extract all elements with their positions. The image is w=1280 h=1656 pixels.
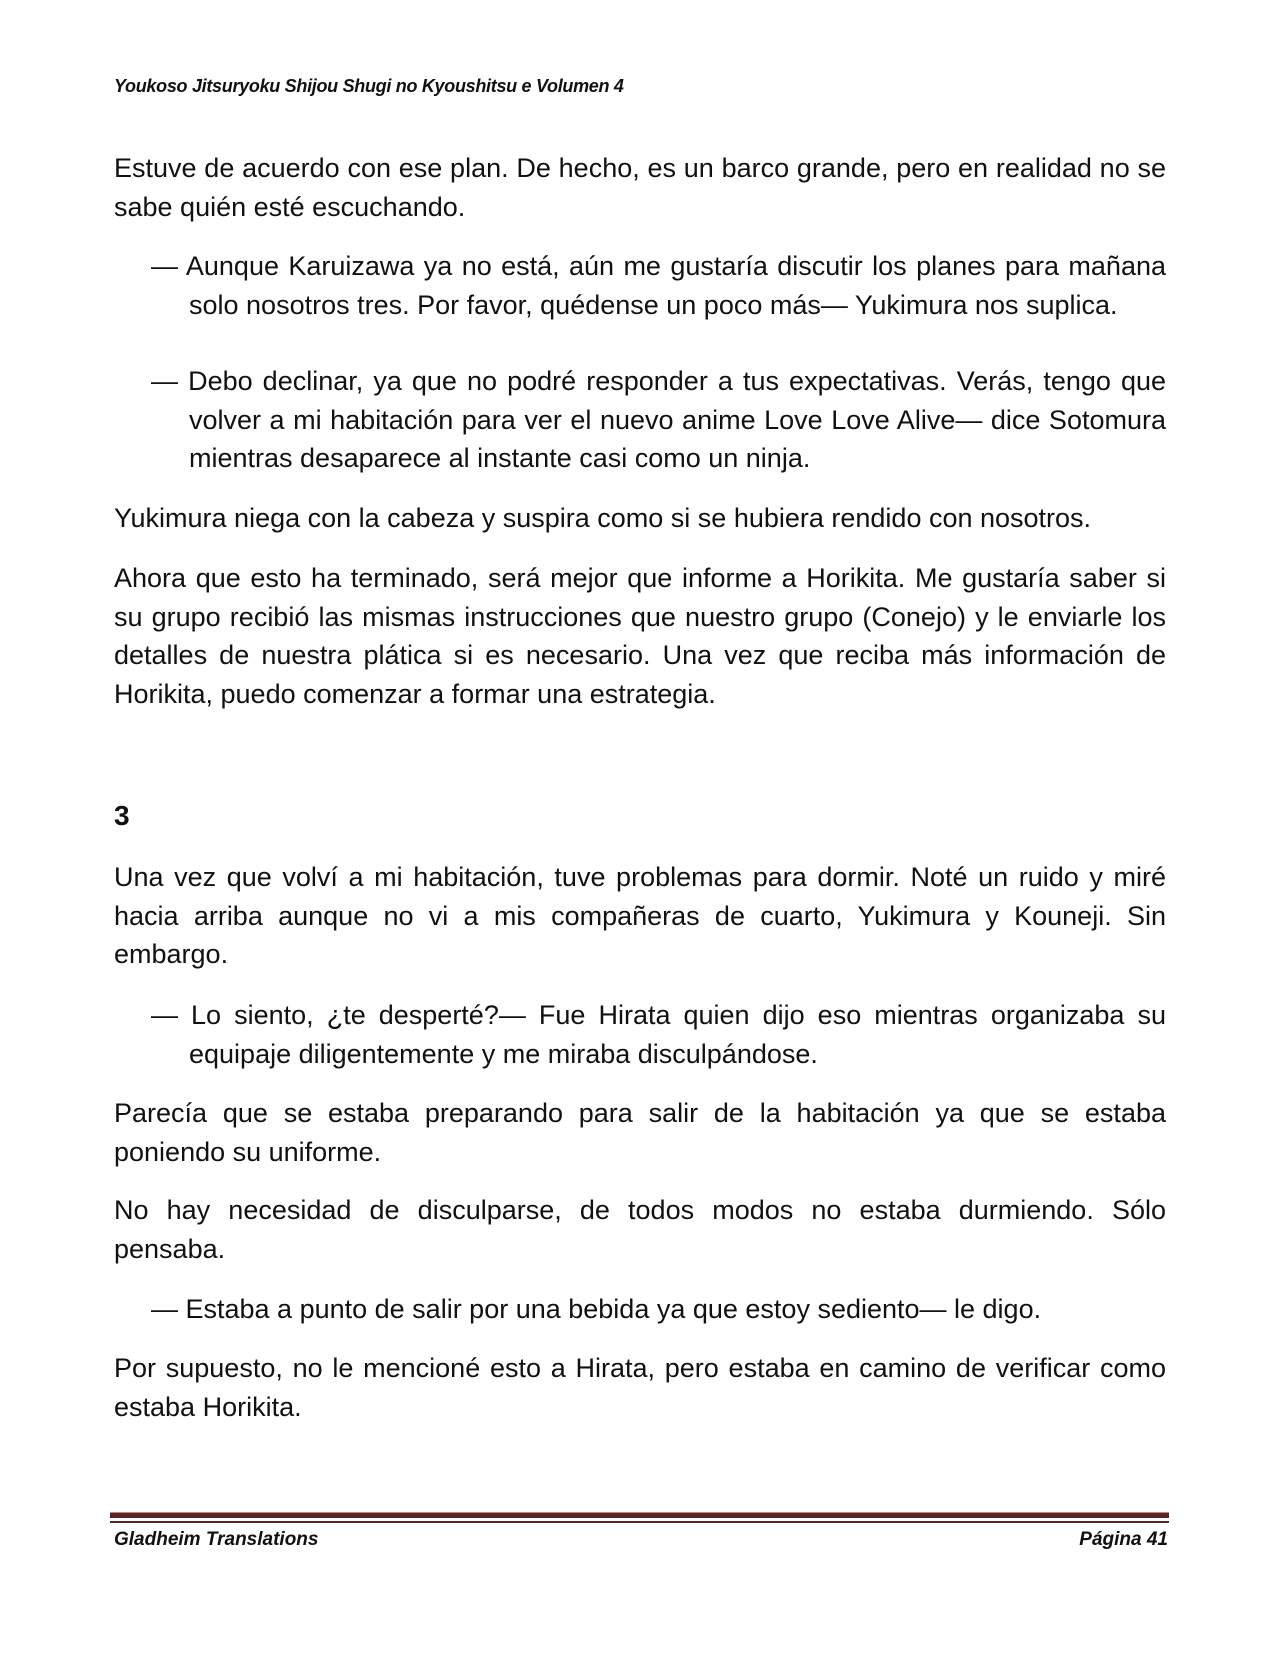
footer-rule-thin — [110, 1521, 1169, 1523]
footer-credit: Gladheim Translations — [114, 1529, 319, 1550]
section-heading: 3 — [114, 800, 130, 831]
dialogue-text: — Lo siento, ¿te desperté?— Fue Hirata quien dijo eso mientras organizaba su equipaje diligentemente y me miraba disculpándose. — [151, 1000, 1166, 1069]
dialogue-line — [151, 996, 1166, 1073]
paragraph: Estuve de acuerdo con ese plan. De hecho, es un barco grande, pero en realidad no se sabe quién esté escuchando. — [114, 153, 1166, 222]
paragraph: Yukimura niega con la cabeza y suspira como si se hubiera rendido con nosotros. — [114, 503, 1092, 533]
dialogue-line — [151, 247, 1166, 324]
running-header: Youkoso Jitsuryoku Shijou Shugi no Kyoushitsu e Volumen 4 — [114, 76, 624, 96]
dialogue-line — [151, 362, 1166, 478]
dialogue-line — [151, 1290, 1166, 1329]
paragraph: Parecía que se estaba preparando para salir de la habitación ya que se estaba poniendo su uniforme. — [114, 1098, 1166, 1167]
paragraph: Por supuesto, no le mencioné esto a Hirata, pero estaba en camino de verificar como estaba Horikita. — [114, 1353, 1166, 1422]
page-number: Página 41 — [1079, 1529, 1168, 1550]
paragraph: Una vez que volví a mi habitación, tuve problemas para dormir. Noté un ruido y miré hacia arriba aunque no vi a mis compañeras de cuarto, Yukimura y Kouneji. Sin embargo. — [114, 862, 1166, 970]
dialogue-text: — Debo declinar, ya que no podré responder a tus expectativas. Verás, tengo que volver a mi habitación para ver el nuevo anime Love Love Alive— dice Sotomura mientras desaparece al instante casi como un ninja. — [151, 366, 1166, 474]
paragraph: Ahora que esto ha terminado, será mejor que informe a Horikita. Me gustaría saber si su grupo recibió las mismas instrucciones que nuestro grupo (Conejo) y le enviarle los detalles de nuestra plática si es necesario. Una vez que reciba más información de Horikita, puedo comenzar a formar una estrategia. — [114, 563, 1166, 710]
dialogue-text: — Estaba a punto de salir por una bebida ya que estoy sediento— le digo. — [151, 1294, 1042, 1324]
footer-rule — [110, 1512, 1169, 1518]
paragraph: No hay necesidad de disculparse, de todos modos no estaba durmiendo. Sólo pensaba. — [114, 1195, 1166, 1264]
dialogue-text: — Aunque Karuizawa ya no está, aún me gustaría discutir los planes para mañana solo nosotros tres. Por favor, quédense un poco más— Yukimura nos suplica. — [151, 251, 1166, 320]
